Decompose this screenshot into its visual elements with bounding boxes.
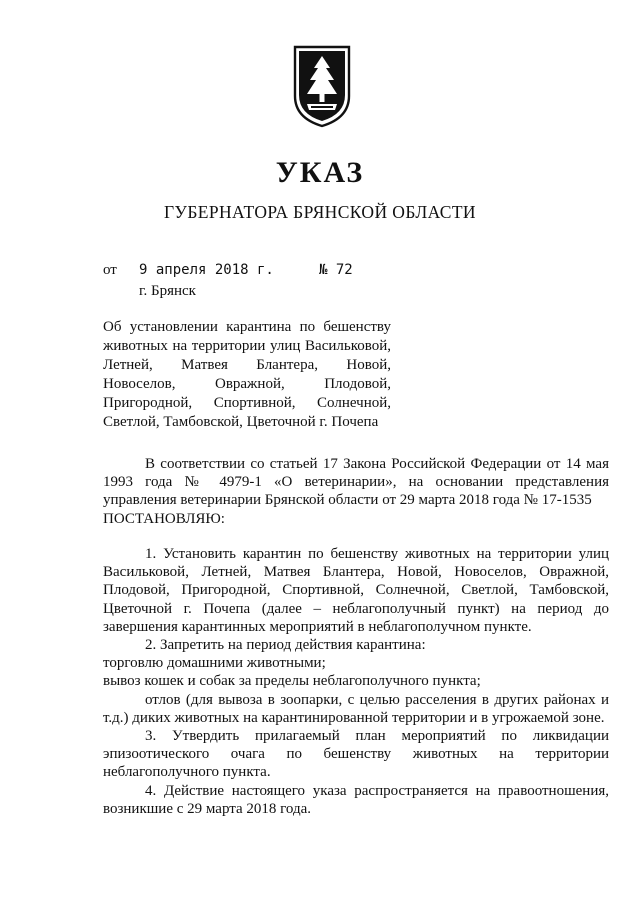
point-2-item-c: отлов (для вывоза в зоопарки, с целью расселения в других районах и т.д.) диких животных на карантинированной территории и в угрожаемой зоне. <box>103 691 609 726</box>
point-4: 4. Действие настоящего указа распространяется на правоотношения, возникшие с 29 марта 2018 года. <box>103 782 609 817</box>
point-3: 3. Утвердить прилагаемый план мероприятий по ликвидации эпизоотического очага по бешенству животных на территории неблагополучного пункта. <box>103 728 609 781</box>
date-line <box>103 262 353 279</box>
point-2-item-a: торговлю домашними животными; <box>103 655 326 672</box>
preamble-text: В соответствии со статьей 17 Закона Российской Федерации от 14 мая 1993 года № 4979-1 «О ветеринарии», на основании представления управления ветеринарии Брянской области от 29 марта 2018 года № 17-1535 <box>103 456 609 509</box>
document-subtitle: ГУБЕРНАТОРА БРЯНСКОЙ ОБЛАСТИ <box>164 202 476 222</box>
decree-subject: Об установлении карантина по бешенству животных на территории улиц Васильковой, Летней, Матвея Блантера, Новой, Новоселов, Овражной, Плодовой, Пригородной, Спортивной, Солнечной, Светлой, Тамбовской, Цветочной г. Почепа <box>103 319 391 430</box>
decree-city: г. Брянск <box>139 283 196 299</box>
preamble <box>103 455 609 528</box>
point-2-item-b: вывоз кошек и собак за пределы неблагополучного пункта; <box>103 673 481 690</box>
point-1: 1. Установить карантин по бешенству животных на территории улиц Васильковой, Летней, Матвея Блантера, Новой, Новоселов, Овражной, Плодовой, Пригородной, Спортивной, Солнечной, Светлой, Тамбовской, Цветочной г. Почепа (далее – неблагополучный пункт) на период до завершения карантинных мероприятий в неблагополучном пункте. <box>103 546 609 635</box>
coat-of-arms-icon <box>292 44 352 128</box>
decree-points <box>103 545 609 818</box>
decree-date: 9 апреля 2018 г. <box>139 262 274 278</box>
decree-number: № 72 <box>319 262 353 278</box>
date-from-label: от <box>103 262 117 278</box>
point-2: 2. Запретить на период действия карантина: <box>145 637 426 654</box>
decree-word: ПОСТАНОВЛЯЮ: <box>103 510 225 527</box>
document-title: УКАЗ <box>275 156 365 189</box>
